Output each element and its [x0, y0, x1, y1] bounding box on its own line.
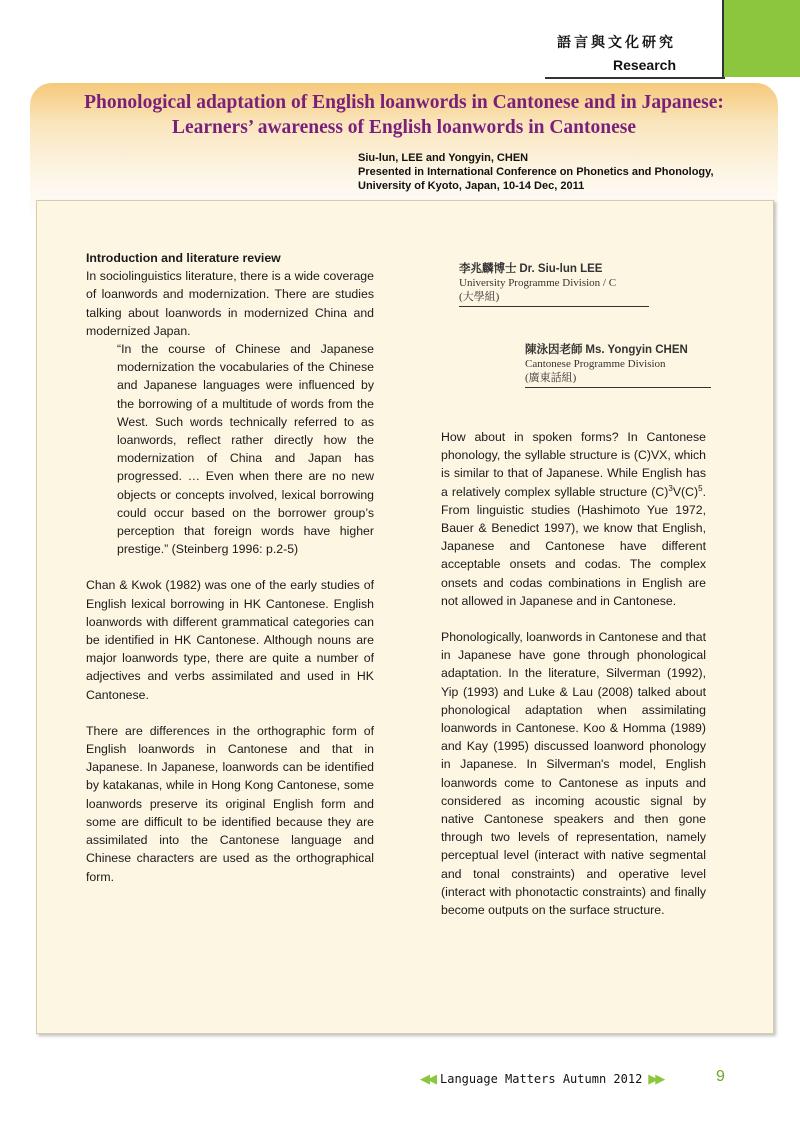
- publication-name: Language Matters Autumn 2012: [440, 1072, 643, 1086]
- arrow-right-icon: ▶▶: [648, 1071, 663, 1086]
- author-unit: (廣東話組): [525, 372, 577, 384]
- author-name-en: Dr. Siu-lun LEE: [519, 263, 603, 275]
- block-quote: “In the course of Chinese and Japanese modernization the vocabularies of the Chinese and Japanese languages were influenced by the borrowing of a multitude of words from the West. Such words technically referred to as loanwords, reflect rather directly how the modernization of China and Japan has progressed. … Even when there are no new objects or concepts involved, lexical borrowing could occur based on the borrower group’s perception that foreign words have higher prestige.” (Steinberg 1996: p.2-5): [117, 342, 374, 557]
- right-column: [441, 428, 706, 919]
- article-title-line-1: Phonological adaptation of English loanwords in Cantonese and in Japanese:: [84, 92, 724, 113]
- article-title: [30, 90, 778, 140]
- author-name: [459, 262, 649, 276]
- byline-venue: University of Kyoto, Japan, 10-14 Dec, 2011: [358, 180, 585, 192]
- left-column: [86, 249, 374, 886]
- paragraph-spoken-forms: How about in spoken forms? In Cantonese phonology, the syllable structure is (C)VX, which is similar to that of Japanese. While English has a relatively complex syllable structure $(C)^3V(C)^5$. From linguistic studies (Hashimoto Yue 1972, Bauer & Benedict 1997), we know that English, Japanese and Cantonese have different acceptable onsets and codas. The complex onsets and codas combinations in English are not allowed in Japanese and in Cantonese.: [441, 430, 706, 608]
- byline-conference: Presented in International Conference on Phonetics and Phonology,: [358, 166, 714, 178]
- header-rule-horizontal: [545, 77, 725, 79]
- article-title-line-2: Learners’ awareness of English loanwords in Cantonese: [171, 117, 637, 138]
- byline-authors: Siu-lun, LEE and Yongyin, CHEN: [358, 152, 529, 164]
- author-bio-lee: [459, 262, 649, 307]
- byline: [358, 151, 714, 193]
- paragraph-intro: In sociolinguistics literature, there is a wide coverage of loanwords and modernization. There are studies talking about loanwords in modernized China and modernized Japan.: [86, 269, 374, 338]
- green-corner-block: [724, 0, 800, 77]
- arrow-left-icon: ◀◀: [420, 1071, 434, 1086]
- magazine-name: 語言與文化研究: [557, 35, 676, 51]
- author-division: University Programme Division / C: [459, 277, 617, 289]
- author-name-en: Ms. Yongyin CHEN: [585, 344, 688, 356]
- author-unit: (大學組): [459, 291, 500, 303]
- author-division: Cantonese Programme Division: [525, 358, 666, 370]
- paragraph-chan-kwok: Chan & Kwok (1982) was one of the early studies of English lexical borrowing in HK Cantonese. English loanwords with different grammatical categories can be identified in HK Cantonese. Although nouns are major loanwords type, there are quite a number of adjectives and verbs assimilated and used in HK Cantonese.: [86, 578, 374, 702]
- footer: [420, 1071, 662, 1087]
- section-heading: Introduction and literature review: [86, 251, 281, 265]
- header-rule-vertical: [722, 0, 724, 77]
- paragraph-phonological-adaptation: Phonologically, loanwords in Cantonese and that in Japanese have gone through phonological adaptation. In the literature, Silverman (1992), Yip (1993) and Luke & Lau (2008) talked about phonological adaptation when assimilating loanwords in Cantonese. Koo & Homma (1989) and Kay (1995) discussed loanword phonology in Japanese. In Silverman's model, English loanwords come to Cantonese as inputs and considered as incoming acoustic signal by native Cantonese speakers and then gone through two levels of representation, namely perceptual level (interact with native segmental and tonal constraints) and operative level (interact with phonotactic constraints) and finally become outputs on the surface structure.: [441, 630, 707, 918]
- author-name: [525, 343, 711, 357]
- author-name-zh: 李兆麟博士: [459, 263, 517, 275]
- page-number: 9: [716, 1068, 725, 1085]
- author-bio-chen: [525, 343, 711, 388]
- author-name-zh: 陳泳因老師: [525, 344, 583, 356]
- section-label: Research: [612, 57, 676, 73]
- paragraph-orthographic: There are differences in the orthographic form of English loanwords in Cantonese and that in Japanese. In Japanese, loanwords can be identified by katakanas, while in Hong Kong Cantonese, some loanwords preserve its original English form and some are difficult to be identified because they are assimilated into the Cantonese language and Chinese characters are used as the orthographical form.: [86, 723, 374, 884]
